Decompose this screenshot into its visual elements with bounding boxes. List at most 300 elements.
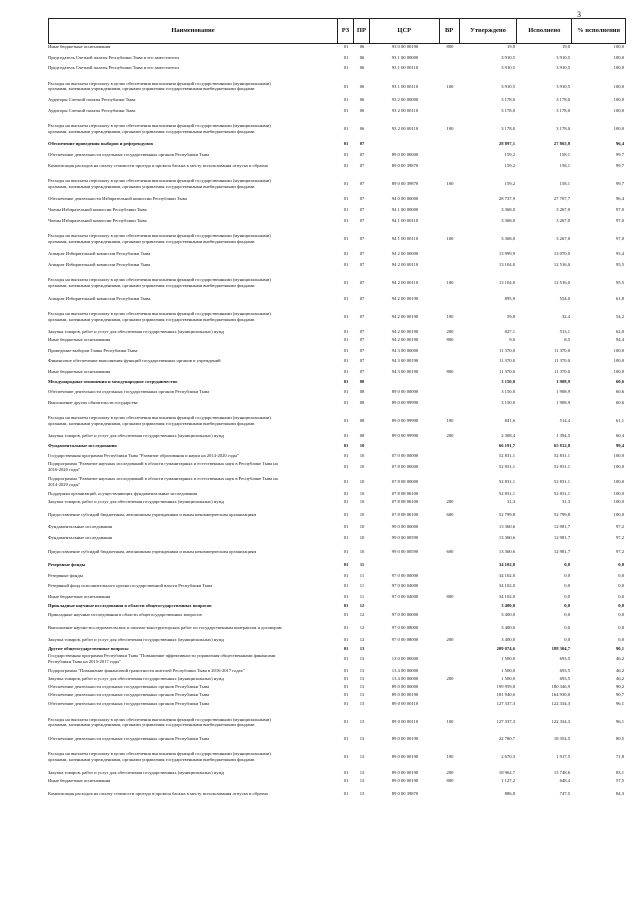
row-csr: 07 8 08 06100 [391,490,419,496]
row-csr: 07 8 08 00000 [391,479,419,485]
row-executed: 52 799,8 [553,511,570,517]
row-rz: 01 [343,96,349,102]
row-percent: 71,8 [615,754,624,760]
row-csr: 13 4 00 00000 [391,667,419,673]
row-pr: 13 [359,719,365,725]
table-row [48,603,626,609]
row-rz: 01 [343,603,349,609]
row-rz: 01 [343,379,349,385]
row-approved: 3 150,0 [501,389,515,394]
row-approved: 3 910,5 [501,54,515,60]
row-name: Расходы на выплаты персоналу в целях обеспечения выполнения функций государственными (муниципальными) органами, казенными учреждениями, органами управления государственными внебюджетными фондами [48,80,271,92]
row-name: Резервный фонд исполнительного органа государственной власти Республики Тыва [48,583,213,589]
header-pr: ПР [354,19,370,43]
row-executed: 31,3 [561,499,570,505]
row-approved: 13 999,9 [498,251,515,257]
row-name: Международные отношения и международное сотрудничество [48,379,178,385]
row-pr: 06 [359,54,365,60]
row-rz: 01 [343,399,349,405]
row-percent: 97,2 [615,548,624,554]
table-row [48,653,626,664]
row-name: Иные бюджетные ассигнования [48,337,111,343]
row-pr: 06 [359,107,365,113]
row-approved: 18 962,7 [498,769,515,775]
row-csr: 99 0 00 00590 [391,548,419,554]
row-approved: 3 910,5 [501,83,515,89]
row-rz: 01 [343,196,349,202]
table-row [48,311,626,322]
row-approved: 13 104,0 [498,261,515,267]
row-name: Компенсация расходов на оплату стоимости проезда и провоза багажа к месту использования отпуска и обратно [48,162,269,168]
row-percent: 0,0 [618,603,624,609]
table-row [48,329,626,335]
row-csr: 97 0 00 00000 [391,612,419,618]
row-rz: 01 [343,548,349,554]
row-vr: 200 [446,769,454,775]
row-csr: 94 3 00 00190 [391,368,419,374]
row-name: Проведение выборов Главы Республики Тыва [48,347,138,353]
row-name: Аппарат Избирательной комиссии Республики Тыва [48,251,151,257]
row-percent: 100,0 [613,44,624,49]
row-rz: 01 [343,683,349,689]
row-executed: 27 865,8 [553,141,570,147]
table-row [48,400,626,406]
row-vr: 100 [446,314,454,320]
row-approved: 1 500,0 [501,676,515,682]
row-percent: 100,0 [613,479,624,485]
row-name: Финансовое обеспечение выполнения функций государственных органов и учреждений [48,358,221,364]
row-percent: 100,0 [613,490,624,496]
table-row [48,668,626,674]
table-row [48,196,626,202]
row-percent: 60,6 [615,389,624,394]
row-rz: 01 [343,433,349,439]
row-percent: 96,4 [615,196,624,202]
row-pr: 10 [359,442,365,448]
row-approved: 34 102,0 [498,572,515,578]
row-vr: 100 [446,280,454,286]
table-row [48,684,626,690]
row-rz: 01 [343,790,349,796]
row-percent: 97,0 [615,206,624,212]
row-executed: 3 267,0 [556,217,570,223]
row-percent: 60,4 [615,433,624,439]
row-executed: 1 394,5 [556,433,570,439]
row-name: Обеспечение деятельности отдельных государственных органов Республики Тыва [48,151,210,157]
row-approved: 209 074,6 [496,645,515,651]
table-row [48,207,626,213]
row-rz: 01 [343,754,349,760]
row-rz: 01 [343,637,349,643]
row-vr: 200 [446,499,454,505]
row-executed: 8,5 [564,337,570,343]
row-csr: 89 0 00 99990 [391,417,419,423]
row-pr: 08 [359,389,365,394]
row-rz: 01 [343,141,349,147]
row-name: Расходы на выплаты персоналу в целях обеспечения выполнения функций государственными (муниципальными) органами, казенными учреждениями, органами управления государственными внебюджетными фондами [48,233,271,244]
table-row [48,461,626,472]
row-vr: 800 [446,337,454,343]
row-rz: 01 [343,583,349,589]
row-name: Расходы на выплаты персоналу в целях обеспечения выполнения функций государственными (муниципальными) органами, казенными учреждениями, органами управления государственными внебюджетными фондами [48,178,271,189]
row-rz: 01 [343,280,349,286]
row-executed: 513,1 [559,329,570,335]
row-csr: 93 1 00 00110 [391,65,419,71]
row-csr: 99 0 00 00000 [391,524,419,530]
row-executed: 12 981,7 [553,524,570,530]
row-executed: 0,0 [564,583,570,589]
table-row [48,379,626,385]
row-name: Резервные фонды [48,562,86,568]
row-name: Фундаментальные исследования [48,442,117,448]
row-rz: 01 [343,719,349,725]
row-executed: 3 910,5 [556,65,570,71]
row-percent: 90,1 [615,645,624,651]
row-executed: 1 908,9 [556,389,570,394]
row-csr: 94 0 00 00000 [391,196,419,202]
row-executed: 514,4 [559,417,570,423]
row-approved: 2 308,4 [501,433,515,439]
table-row [48,573,626,579]
row-csr: 89 0 00 00000 [391,151,419,157]
row-percent: 60,6 [615,379,624,385]
row-pr: 10 [359,452,365,458]
row-csr: 94 2 00 00190 [391,337,419,343]
row-approved: 34 102,0 [498,583,515,589]
row-approved: 127 337,3 [496,719,515,725]
row-pr: 07 [359,196,365,202]
row-rz: 01 [343,499,349,505]
table-row [48,65,626,71]
row-csr: 94 2 00 00190 [391,329,419,335]
row-vr: 800 [446,368,454,374]
row-vr: 100 [446,180,454,186]
row-pr: 13 [359,676,365,682]
table-row [48,277,626,288]
table-row [48,612,626,618]
row-executed: 65 812,8 [553,442,570,448]
table-row [48,337,626,343]
row-name: Прикладные научные исследования в области общегосударственных вопросов [48,612,202,618]
table-row [48,389,626,395]
row-pr: 12 [359,624,365,630]
row-name: Выполнение других обязательств государства [48,399,138,405]
row-executed: 554,0 [559,295,570,301]
row-name: Предоставление субсидий бюджетным, автономным учреждениям и иным некоммерческим организациям [48,511,257,517]
row-csr: 94 2 00 00110 [391,280,419,286]
table-body [48,44,626,796]
row-approved: 1 500,0 [501,656,515,662]
row-approved: 52 831,1 [498,490,515,496]
table-row [48,97,626,103]
row-percent: 61,1 [615,417,624,423]
row-percent: 100,0 [613,511,624,517]
row-name: Обеспечение деятельности отдельных государственных органов Республики Тыва [48,735,210,741]
row-percent: 57,5 [615,778,624,784]
row-csr: 93 1 00 00110 [391,83,419,89]
row-percent: 95,5 [615,261,624,267]
row-approved: 3 400,0 [501,624,515,630]
row-executed: 3 910,5 [556,83,570,89]
table-row [48,233,626,244]
row-pr: 07 [359,368,365,374]
row-executed: 27 707,7 [553,196,570,202]
row-name: Расходы на выплаты персоналу в целях обеспечения выполнения функций государственными (муниципальными) органами, казенными учреждениями, органами управления государственными внебюджетными фондами [48,277,271,289]
row-csr: 94 2 00 00110 [391,261,419,267]
row-percent: 90,2 [615,683,624,689]
row-csr: 94 2 00 00000 [391,251,419,257]
row-name: Расходы на выплаты персоналу в целях обеспечения выполнения функций государственными (муниципальными) органами, казенными учреждениями, органами управления государственными внебюджетными фондами [48,751,271,762]
row-csr: 94 1 00 00110 [391,235,419,241]
row-csr: 97 0 00 04000 [391,583,419,589]
row-approved: 3 150,0 [501,379,515,385]
row-approved: 59,8 [506,314,515,320]
row-name: Иные бюджетные ассигнования [48,368,111,374]
row-csr: 99 0 00 00590 [391,534,419,540]
table-row [48,218,626,224]
row-executed: 693,5 [559,676,570,682]
table-row [48,637,626,643]
row-approved: 841,6 [504,417,515,423]
row-executed: 0,0 [564,593,570,599]
row-vr: 100 [446,83,454,89]
row-percent: 100,0 [613,83,624,89]
row-csr: 94 2 00 00190 [391,314,419,320]
row-approved: 52 831,1 [498,479,515,485]
row-pr: 13 [359,769,365,775]
row-pr: 13 [359,701,365,706]
row-rz: 01 [343,778,349,784]
row-approved: 13 360,6 [498,524,515,530]
row-executed: 122 334,3 [551,701,570,706]
row-executed: 19,0 [561,44,570,49]
row-pr: 10 [359,499,365,505]
row-csr: 07 8 00 00000 [391,463,419,469]
row-name: Председатель Счетной палаты Республики Тыва и его заместители [48,65,179,71]
table-row [48,562,626,568]
row-vr: 600 [446,511,454,517]
row-rz: 01 [343,417,349,423]
row-executed: 12 981,7 [553,548,570,554]
row-pr: 13 [359,754,365,760]
row-pr: 06 [359,44,365,49]
row-approved: 3 178,0 [501,107,515,113]
table-row [48,163,626,169]
row-executed: 3 910,5 [556,54,570,60]
row-executed: 13 070,0 [553,251,570,257]
row-rz: 01 [343,83,349,89]
row-rz: 01 [343,667,349,673]
table-row [48,453,626,459]
row-executed: 15 748,6 [553,769,570,775]
row-executed: 12 981,7 [553,534,570,540]
row-rz: 01 [343,463,349,469]
row-pr: 07 [359,206,365,212]
row-percent: 100,0 [613,452,624,458]
row-executed: 693,5 [559,656,570,662]
row-name: Закупка товаров, работ и услуг для обеспечения государственных (муниципальных) нужд [48,676,224,682]
row-percent: 100,0 [613,358,624,364]
row-approved: 13 104,0 [498,280,515,286]
row-csr: 89 0 00 39870 [391,180,419,186]
row-approved: 3 400,0 [501,603,515,609]
row-executed: 52 831,1 [553,452,570,458]
row-executed: 158,1 [559,151,570,157]
row-csr: 89 0 00 00190 [391,778,419,784]
row-executed: 3 178,0 [556,107,570,113]
row-pr: 07 [359,151,365,157]
row-pr: 10 [359,524,365,530]
row-percent: 100,0 [613,463,624,469]
row-csr: 89 0 00 00000 [391,683,419,689]
row-pr: 10 [359,548,365,554]
row-approved: 66 191,7 [498,442,515,448]
row-rz: 01 [343,572,349,578]
row-csr: 89 0 00 00110 [391,719,419,725]
row-executed: 0,0 [564,612,570,618]
row-approved: 3 910,5 [501,65,515,71]
row-name: Компенсация расходов на оплату стоимости проезда и провоза багажа к месту использования отпуска и обратно [48,790,269,796]
table-row [48,535,626,541]
row-rz: 01 [343,479,349,485]
row-pr: 13 [359,778,365,784]
row-vr: 800 [446,44,454,49]
row-pr: 07 [359,329,365,335]
row-approved: 3 368,0 [501,235,515,241]
row-rz: 01 [343,442,349,448]
row-pr: 11 [359,562,365,568]
row-csr: 89 0 00 39870 [391,162,419,168]
row-executed: 52 831,1 [553,479,570,485]
row-approved: 3 400,0 [501,612,515,618]
row-approved: 159,2 [504,180,515,186]
row-vr: 800 [446,778,454,784]
row-name: Иные бюджетные ассигнования [48,593,111,599]
table-row [48,791,626,797]
row-csr: 93 2 00 00000 [391,96,419,102]
row-rz: 01 [343,180,349,186]
row-pr: 07 [359,235,365,241]
table-row [48,751,626,762]
row-approved: 9,0 [509,337,515,343]
row-percent: 0,0 [618,583,624,589]
row-name: Закупка товаров, работ и услуг для обеспечения государственных (муниципальных) нужд [48,433,224,439]
row-approved: 3 368,0 [501,217,515,223]
row-name: Аудиторы Счетной палаты Республики Тыва [48,96,136,102]
row-rz: 01 [343,107,349,113]
row-percent: 46,2 [615,676,624,682]
row-pr: 13 [359,656,365,662]
row-percent: 97,0 [615,217,624,223]
row-rz: 01 [343,490,349,496]
row-rz: 01 [343,217,349,223]
row-csr: 94 1 00 00110 [391,217,419,223]
row-name: Обеспечение деятельности Избирательной комиссии Республики Тыва [48,196,187,202]
row-rz: 01 [343,701,349,706]
row-pr: 10 [359,479,365,485]
row-pr: 13 [359,735,365,741]
row-csr: 13 4 00 00000 [391,676,419,682]
row-csr: 93 2 00 00110 [391,107,419,113]
row-rz: 01 [343,612,349,618]
row-rz: 01 [343,593,349,599]
row-csr: 97 0 00 08000 [391,624,419,630]
row-name: Иные бюджетные ассигнования [48,44,111,49]
row-pr: 08 [359,433,365,439]
row-csr: 93 2 00 00110 [391,125,419,131]
row-pr: 07 [359,217,365,223]
table-row [48,778,626,784]
table-row [48,415,626,426]
row-name: Аудиторы Счетной палаты Республики Тыва [48,107,136,113]
table-row [48,692,626,698]
row-name: Закупка товаров, работ и услуг для обеспечения государственных (муниципальных) нужд [48,637,224,643]
table-row [48,583,626,589]
row-executed: 3 267,0 [556,206,570,212]
row-percent: 0,0 [618,612,624,618]
header-approved: Утверждено [460,19,518,43]
table-row [48,512,626,518]
row-rz: 01 [343,125,349,131]
row-approved: 28 737,9 [498,196,515,202]
row-name: Подпрограмма "Развитие научных исследований в области гуманитарных и естественных наук в Республике Тыва на 2016-2020 годы" [48,461,278,472]
table-row [48,44,626,50]
table-row [48,549,626,555]
row-percent: 0,0 [618,562,624,568]
row-name: Обеспечение деятельности отдельных государственных органов Республики Тыва [48,692,210,698]
row-percent: 60,6 [615,399,624,405]
table-row [48,433,626,439]
row-approved: 2 670,3 [501,754,515,760]
row-percent: 97,2 [615,534,624,540]
row-approved: 181 940,6 [496,692,515,698]
row-csr: 94 3 00 00000 [391,347,419,353]
row-executed: 1 908,9 [556,379,570,385]
row-csr: 89 0 00 00190 [391,754,419,760]
table-row [48,717,626,728]
row-pr: 13 [359,683,365,689]
row-percent: 99,7 [615,162,624,168]
row-pr: 10 [359,534,365,540]
header-csr: ЦСР [370,19,440,43]
row-rz: 01 [343,389,349,394]
row-rz: 01 [343,347,349,353]
row-percent: 100,0 [613,65,624,71]
row-csr: 93 1 00 00000 [391,54,419,60]
row-executed: 52 831,1 [553,490,570,496]
row-rz: 01 [343,656,349,662]
row-rz: 01 [343,358,349,364]
row-name: Подпрограмма "Повышение финансовой грамотности жителей Республики Тыва в 2016-2017 годах" [48,667,245,673]
row-name: Резервные фонды [48,572,83,578]
row-name: Обеспечение проведения выборов и референдумов [48,141,153,147]
row-name: Фундаментальные исследования [48,524,113,530]
row-approved: 52 799,8 [498,511,515,517]
row-vr: 800 [446,593,454,599]
row-percent: 99,4 [615,442,624,448]
row-approved: 52 831,1 [498,452,515,458]
row-name: Иные бюджетные ассигнования [48,778,111,784]
row-name: Расходы на выплаты персоналу в целях обеспечения выполнения функций государственными (муниципальными) органами, казенными учреждениями, органами управления государственными внебюджетными фондами [48,415,271,426]
row-rz: 01 [343,65,349,71]
row-approved: 3 178,0 [501,96,515,102]
row-percent: 80,5 [615,735,624,741]
row-vr: 200 [446,676,454,682]
row-rz: 01 [343,562,349,568]
table-header [48,18,626,44]
row-csr: 07 8 08 06100 [391,511,419,517]
table-row [48,676,626,682]
